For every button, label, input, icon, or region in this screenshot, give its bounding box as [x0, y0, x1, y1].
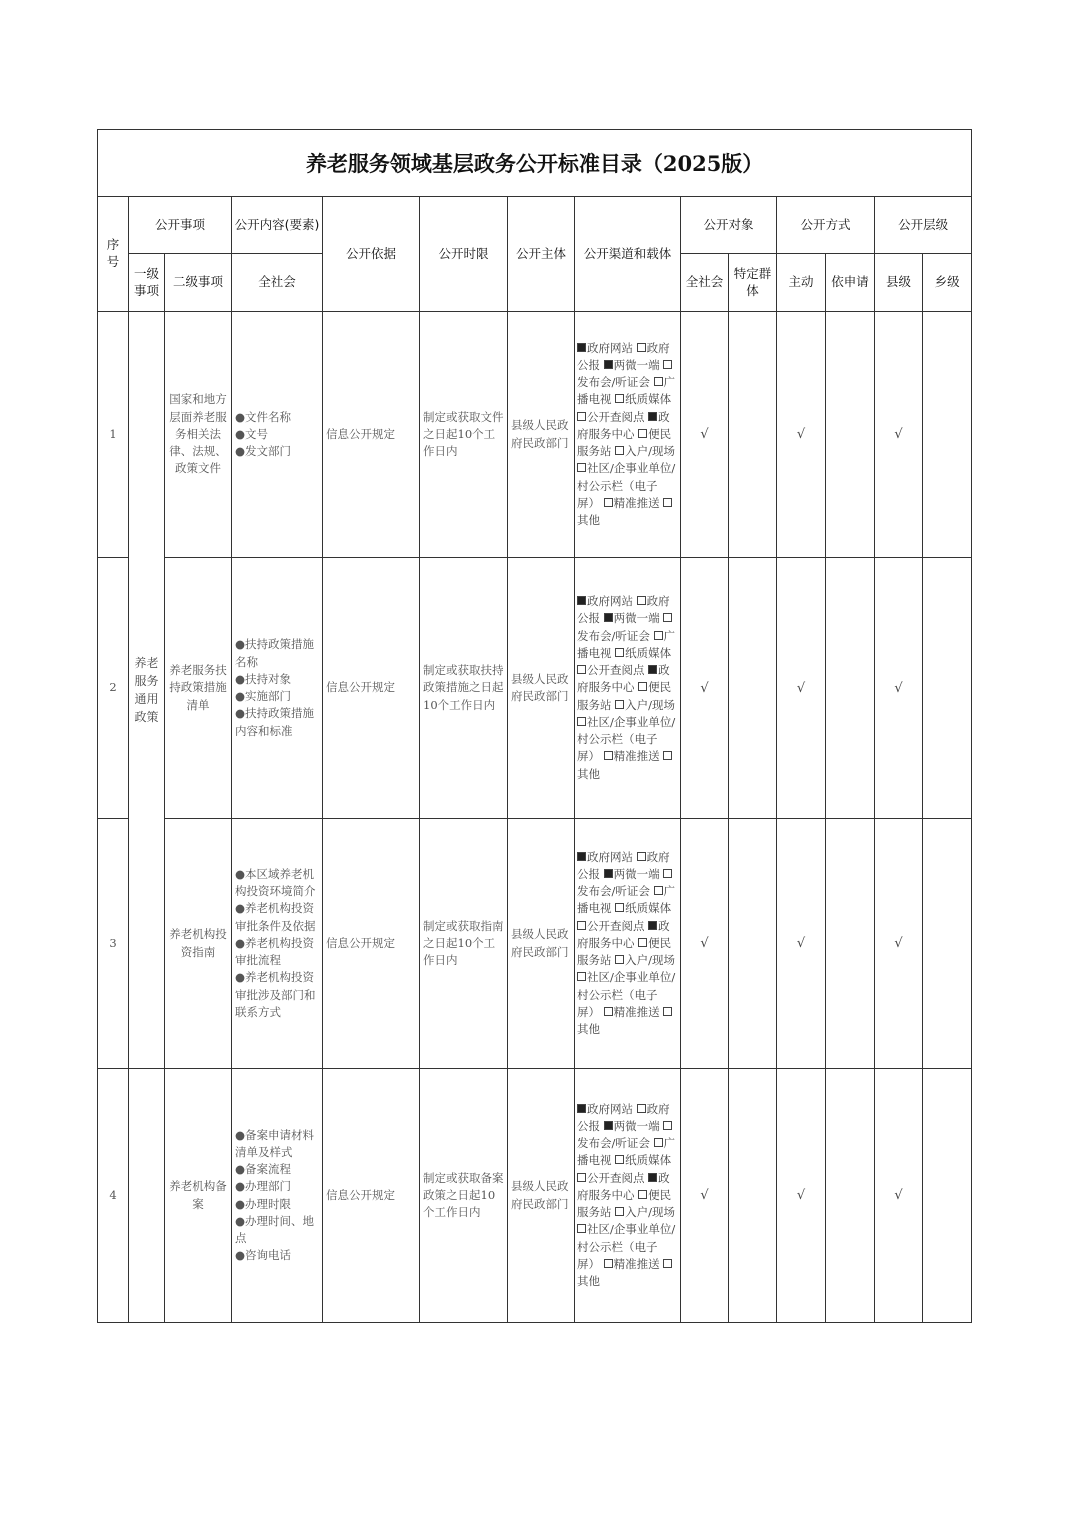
channel-label: 精准推送 [613, 1004, 660, 1019]
content-item: ●办理时限 [235, 1196, 292, 1211]
empty-target-specific [729, 312, 777, 558]
row-level2: 养老机构备案 [165, 1069, 232, 1323]
table-row [98, 558, 972, 819]
header-matter: 公开事项 [129, 197, 232, 254]
channel-label: 广播电视 [577, 1136, 676, 1168]
unchecked-box-icon [615, 700, 624, 709]
channel-label: 政府公报 [577, 849, 670, 881]
unchecked-box-icon [638, 1190, 647, 1199]
content-item: ●办理时间、地点 [235, 1213, 315, 1245]
row-level2: 养老服务扶持政策措施清单 [165, 558, 232, 819]
channel-item [604, 358, 660, 372]
unchecked-box-icon [637, 343, 646, 352]
channel-label: 其他 [577, 1274, 600, 1289]
channel-item [615, 901, 671, 915]
unchecked-box-icon [577, 717, 586, 726]
row-seq: 2 [98, 558, 129, 819]
unchecked-box-icon [577, 972, 586, 981]
check-mode-active: √ [777, 819, 826, 1069]
check-target-all: √ [681, 819, 729, 1069]
content-item: ●养老机构投资审批涉及部门和联系方式 [235, 970, 316, 1019]
channel-item [577, 341, 633, 355]
check-level-county: √ [875, 312, 923, 558]
channel-item [615, 953, 675, 967]
checked-box-icon [604, 869, 613, 878]
row-basis: 信息公开规定 [323, 819, 420, 1069]
content-item: ●本区域养老机构投资环境简介 [235, 866, 316, 899]
channel-label: 公开查阅点 [587, 918, 645, 933]
channel-label: 政府公报 [577, 1101, 670, 1133]
channel-label: 政府服务中心 [577, 663, 670, 695]
header-target: 公开对象 [681, 197, 777, 254]
row-level2: 国家和地方层面养老服务相关法律、法规、政策文件 [165, 312, 232, 558]
header-mode: 公开方式 [777, 197, 875, 254]
row-subject: 县级人民政府民政部门 [508, 1069, 575, 1323]
content-item: ●扶持对象 [235, 671, 292, 686]
check-mode-active: √ [777, 558, 826, 819]
title-row [98, 130, 972, 197]
channel-label: 公开查阅点 [587, 1170, 645, 1185]
unchecked-box-icon [577, 1173, 586, 1182]
channel-label: 发布会/听证会 [577, 375, 650, 390]
channel-label: 精准推送 [613, 749, 660, 764]
unchecked-box-icon [615, 903, 624, 912]
row-subject: 县级人民政府民政部门 [508, 558, 575, 819]
channel-label: 纸质媒体 [625, 392, 672, 407]
empty-target-specific [729, 1069, 777, 1323]
channel-label: 发布会/听证会 [577, 1136, 650, 1151]
header-level-town: 乡级 [923, 254, 972, 312]
channel-item [577, 663, 645, 677]
content-item: ●扶持政策措施内容和标准 [235, 706, 315, 738]
channel-label: 入户/现场 [625, 697, 676, 712]
row-subject: 县级人民政府民政部门 [508, 312, 575, 558]
channel-label: 精准推送 [613, 1256, 660, 1271]
channel-label: 政府网站 [587, 849, 633, 864]
content-item: ●养老机构投资审批流程 [235, 935, 315, 968]
row-content [232, 312, 323, 558]
empty-level1 [129, 1069, 165, 1323]
channel-label: 两微一端 [613, 1118, 660, 1133]
table-row [98, 819, 972, 1069]
channel-label: 纸质媒体 [625, 1153, 672, 1168]
checked-box-icon [604, 613, 613, 622]
unchecked-box-icon [615, 648, 624, 657]
row-time-limit: 制定或获取扶持政策措施之日起10个工作日内 [420, 558, 508, 819]
unchecked-box-icon [615, 955, 624, 964]
document-title: 养老服务领域基层政务公开标准目录（2025版） [98, 130, 972, 197]
checked-box-icon [648, 412, 657, 421]
unchecked-box-icon [654, 377, 663, 386]
row-content [232, 1069, 323, 1323]
header-level: 公开层级 [875, 197, 972, 254]
channel-label: 政府公报 [577, 594, 670, 626]
empty-mode-apply [826, 312, 875, 558]
channel-label: 便民服务站 [577, 935, 672, 968]
unchecked-box-icon [663, 1007, 672, 1016]
channel-label: 入户/现场 [625, 953, 676, 968]
header-basis: 公开依据 [323, 197, 420, 312]
row-seq: 3 [98, 819, 129, 1069]
row-content [232, 819, 323, 1069]
channel-label: 纸质媒体 [625, 645, 672, 660]
content-item: ●养老机构投资审批条件及依据 [235, 901, 316, 933]
header-seq: 序号 [98, 197, 129, 312]
level1-item: 养老服务通用政策 [129, 312, 165, 1069]
empty-level-town [923, 558, 972, 819]
unchecked-box-icon [637, 596, 646, 605]
channel-item [615, 1205, 675, 1219]
channel-item [604, 611, 660, 625]
header-level1: 一级事项 [129, 254, 165, 312]
empty-mode-apply [826, 558, 875, 819]
row-time-limit: 制定或获取指南之日起10个工作日内 [420, 819, 508, 1069]
channel-label: 公开查阅点 [587, 663, 645, 678]
unchecked-box-icon [637, 852, 646, 861]
check-target-all: √ [681, 1069, 729, 1323]
unchecked-box-icon [663, 613, 672, 622]
checked-box-icon [577, 1104, 586, 1113]
unchecked-box-icon [604, 1007, 613, 1016]
channel-label: 政府网站 [587, 1101, 633, 1116]
unchecked-box-icon [663, 498, 672, 507]
unchecked-box-icon [654, 631, 663, 640]
unchecked-box-icon [577, 412, 586, 421]
channel-item [604, 1119, 660, 1133]
channel-item [577, 410, 645, 424]
header-content: 公开内容(要素) [232, 197, 323, 254]
content-item: ●咨询电话 [235, 1248, 292, 1263]
header-row-1 [98, 197, 972, 254]
checked-box-icon [604, 360, 613, 369]
channel-item [604, 1257, 660, 1271]
channel-label: 入户/现场 [625, 1205, 676, 1220]
empty-target-specific [729, 558, 777, 819]
header-subject: 公开主体 [508, 197, 575, 312]
unchecked-box-icon [577, 665, 586, 674]
channel-label: 社区/企事业单位/村公示栏（电子屏） [577, 1222, 676, 1271]
channel-label: 发布会/听证会 [577, 884, 650, 899]
row-basis: 信息公开规定 [323, 558, 420, 819]
channel-label: 便民服务站 [577, 426, 672, 459]
channel-item [615, 392, 671, 406]
unchecked-box-icon [654, 1138, 663, 1147]
content-item: ●办理部门 [235, 1179, 292, 1194]
row-basis: 信息公开规定 [323, 1069, 420, 1323]
channel-item [577, 919, 645, 933]
row-channel [575, 819, 681, 1069]
unchecked-box-icon [577, 1224, 586, 1233]
row-time-limit: 制定或获取备案政策之日起10个工作日内 [420, 1069, 508, 1323]
unchecked-box-icon [604, 498, 613, 507]
row-seq: 1 [98, 312, 129, 558]
unchecked-box-icon [663, 1121, 672, 1130]
empty-level-town [923, 312, 972, 558]
row-channel [575, 1069, 681, 1323]
unchecked-box-icon [663, 751, 672, 760]
channel-label: 政府公报 [577, 340, 670, 372]
row-content [232, 558, 323, 819]
empty-level-town [923, 819, 972, 1069]
unchecked-box-icon [615, 1207, 624, 1216]
catalog-table [97, 129, 972, 1323]
channel-label: 政府服务中心 [577, 409, 670, 441]
channel-label: 广播电视 [577, 884, 676, 916]
checked-box-icon [648, 665, 657, 674]
unchecked-box-icon [663, 1259, 672, 1268]
channel-item [604, 496, 660, 510]
checked-box-icon [604, 1121, 613, 1130]
channel-label: 社区/企事业单位/村公示栏（电子屏） [577, 461, 676, 510]
channel-label: 政府网站 [587, 340, 633, 355]
header-time-limit: 公开时限 [420, 197, 508, 312]
content-item: ●备案申请材料清单及样式 [235, 1127, 315, 1159]
channel-item [615, 1153, 671, 1167]
check-level-county: √ [875, 1069, 923, 1323]
unchecked-box-icon [638, 682, 647, 691]
channel-item [577, 594, 633, 608]
row-level2: 养老机构投资指南 [165, 819, 232, 1069]
channel-label: 两微一端 [613, 611, 660, 626]
unchecked-box-icon [638, 938, 647, 947]
unchecked-box-icon [615, 446, 624, 455]
channel-item [615, 646, 671, 660]
row-seq: 4 [98, 1069, 129, 1323]
channel-item [604, 749, 660, 763]
table-row [98, 1069, 972, 1323]
channel-item [615, 698, 675, 712]
header-content-sub: 全社会 [232, 254, 323, 312]
checked-box-icon [577, 343, 586, 352]
checked-box-icon [577, 852, 586, 861]
channel-label: 广播电视 [577, 628, 676, 660]
content-item: ●实施部门 [235, 689, 292, 703]
channel-label: 入户/现场 [625, 444, 676, 459]
content-item: ●发文部门 [235, 444, 292, 459]
channel-label: 政府服务中心 [577, 1170, 670, 1202]
channel-label: 政府服务中心 [577, 918, 670, 950]
header-mode-apply: 依申请 [826, 254, 875, 312]
unchecked-box-icon [615, 394, 624, 403]
empty-mode-apply [826, 819, 875, 1069]
check-mode-active: √ [777, 312, 826, 558]
unchecked-box-icon [663, 869, 672, 878]
empty-mode-apply [826, 1069, 875, 1323]
catalog-document [97, 129, 971, 1323]
checked-box-icon [648, 921, 657, 930]
content-item: ●文号 [235, 426, 269, 441]
channel-item [615, 444, 675, 458]
channel-label: 政府网站 [587, 594, 633, 609]
checked-box-icon [577, 596, 586, 605]
unchecked-box-icon [638, 429, 647, 438]
channel-label: 其他 [577, 766, 600, 781]
row-subject: 县级人民政府民政部门 [508, 819, 575, 1069]
channel-item [604, 867, 660, 881]
row-channel [575, 558, 681, 819]
row-time-limit: 制定或获取文件之日起10个工作日内 [420, 312, 508, 558]
unchecked-box-icon [604, 751, 613, 760]
channel-item [604, 1005, 660, 1019]
header-level-county: 县级 [875, 254, 923, 312]
unchecked-box-icon [577, 921, 586, 930]
header-target-all: 全社会 [681, 254, 729, 312]
channel-label: 发布会/听证会 [577, 628, 650, 643]
content-item: ●备案流程 [235, 1162, 292, 1176]
channel-label: 便民服务站 [577, 1187, 672, 1220]
channel-label: 两微一端 [613, 866, 660, 881]
channel-label: 社区/企事业单位/村公示栏（电子屏） [577, 714, 676, 764]
header-mode-active: 主动 [777, 254, 826, 312]
table-row [98, 312, 972, 558]
header-target-specific: 特定群体 [729, 254, 777, 312]
unchecked-box-icon [663, 360, 672, 369]
row-basis: 信息公开规定 [323, 312, 420, 558]
unchecked-box-icon [654, 886, 663, 895]
channel-label: 广播电视 [577, 375, 676, 407]
row-channel [575, 312, 681, 558]
channel-label: 便民服务站 [577, 680, 672, 712]
unchecked-box-icon [615, 1155, 624, 1164]
channel-label: 其他 [577, 1022, 600, 1037]
channel-label: 纸质媒体 [625, 901, 672, 916]
header-channel: 公开渠道和载体 [575, 197, 681, 312]
content-item: ●扶持政策措施名称 [235, 637, 315, 669]
check-level-county: √ [875, 819, 923, 1069]
check-level-county: √ [875, 558, 923, 819]
channel-label: 精准推送 [613, 495, 660, 510]
content-item: ●文件名称 [235, 409, 292, 424]
channel-item [577, 1102, 633, 1116]
channel-label: 社区/企事业单位/村公示栏（电子屏） [577, 970, 676, 1019]
check-target-all: √ [681, 312, 729, 558]
check-mode-active: √ [777, 1069, 826, 1323]
unchecked-box-icon [637, 1104, 646, 1113]
unchecked-box-icon [577, 463, 586, 472]
channel-item [577, 850, 633, 864]
header-level2: 二级事项 [165, 254, 232, 312]
empty-target-specific [729, 819, 777, 1069]
empty-level-town [923, 1069, 972, 1323]
channel-item [577, 1171, 645, 1185]
check-target-all: √ [681, 558, 729, 819]
unchecked-box-icon [604, 1259, 613, 1268]
channel-label: 两微一端 [613, 357, 660, 372]
channel-label: 公开查阅点 [587, 409, 645, 424]
channel-label: 其他 [577, 513, 600, 528]
checked-box-icon [648, 1173, 657, 1182]
